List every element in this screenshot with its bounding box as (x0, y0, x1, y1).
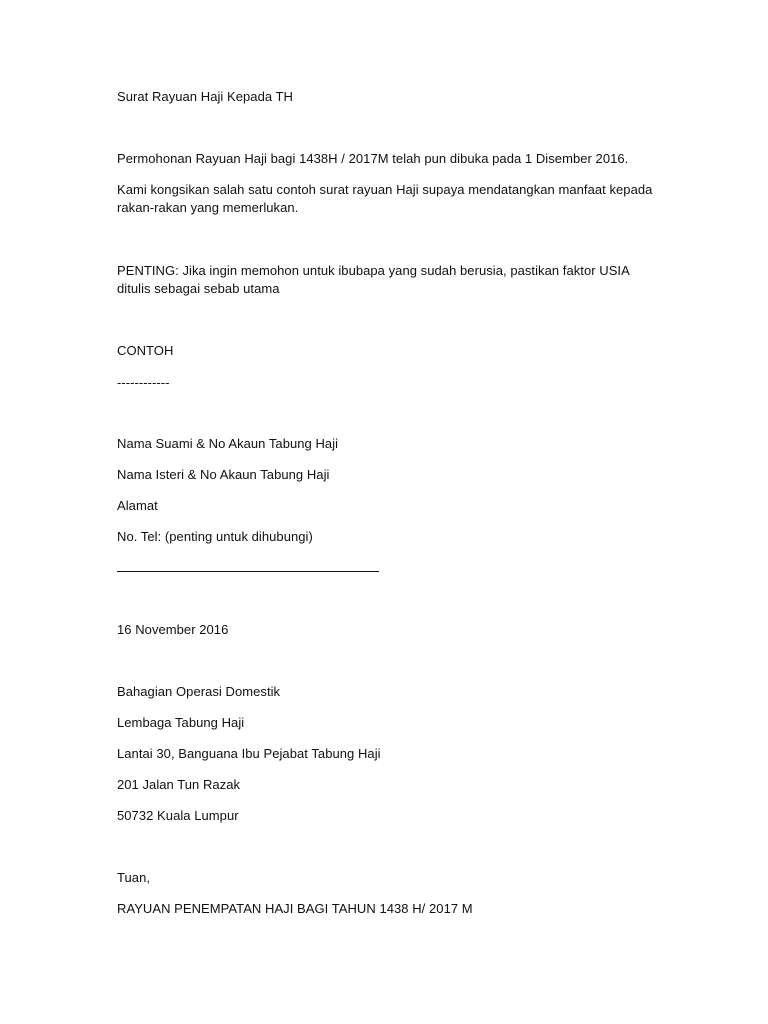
important-note: PENTING: Jika ingin memohon untuk ibubapa yang sudah berusia, pastikan faktor USIA ditulis sebagai sebab utama (117, 263, 630, 296)
sender-husband-line: Nama Suami & No Akaun Tabung Haji (117, 436, 339, 451)
recipient-street: 201 Jalan Tun Razak (117, 777, 241, 792)
share-note: Kami kongsikan salah satu contoh surat rayuan Haji supaya mendatangkan manfaat kepada rakan-rakan yang memerlukan. (117, 182, 653, 215)
sender-phone-line: No. Tel: (penting untuk dihubungi) (117, 529, 313, 544)
recipient-organization: Lembaga Tabung Haji (117, 715, 245, 730)
example-heading: CONTOH (117, 343, 174, 358)
recipient-department: Bahagian Operasi Domestik (117, 684, 281, 699)
letter-subject: RAYUAN PENEMPATAN HAJI BAGI TAHUN 1438 H/ 2017 M (117, 901, 473, 916)
sender-wife-line: Nama Isteri & No Akaun Tabung Haji (117, 467, 330, 482)
signature-rule (117, 571, 379, 572)
dash-separator: ------------ (117, 375, 170, 390)
recipient-floor-building: Lantai 30, Banguana Ibu Pejabat Tabung Haji (117, 746, 381, 761)
recipient-postcode-city: 50732 Kuala Lumpur (117, 808, 239, 823)
letter-date: 16 November 2016 (117, 622, 229, 637)
intro-line: Permohonan Rayuan Haji bagi 1438H / 2017M telah pun dibuka pada 1 Disember 2016. (117, 151, 629, 166)
salutation: Tuan, (117, 870, 151, 885)
sender-address-line: Alamat (117, 498, 158, 513)
document-title: Surat Rayuan Haji Kepada TH (117, 89, 293, 104)
